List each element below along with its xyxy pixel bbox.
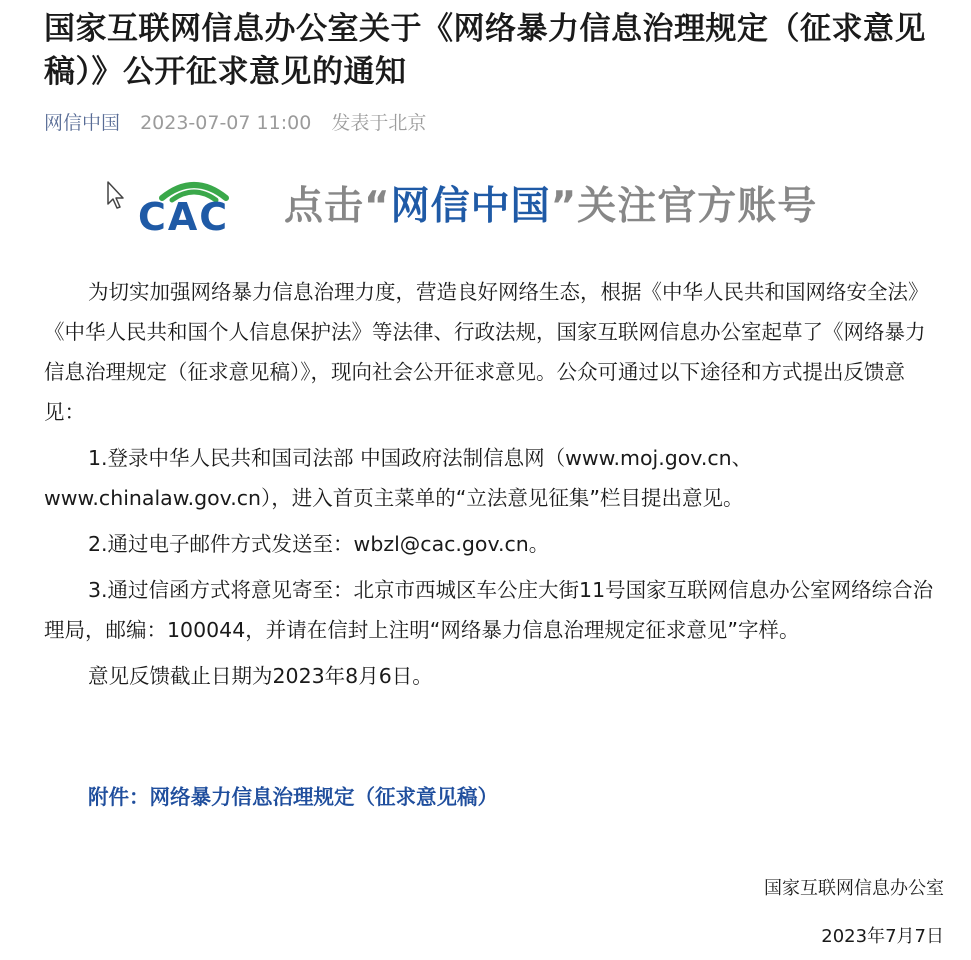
article-meta <box>44 110 426 136</box>
item-1-paragraph: 1.登录中华人民共和国司法部 中国政府法制信息网（www.moj.gov.cn、www.chinalaw.gov.cn），进入首页主菜单的“立法意见征集”栏目提出意见。 <box>44 446 753 510</box>
follow-banner[interactable] <box>106 176 926 238</box>
cursor-icon <box>106 180 126 210</box>
article-source-link[interactable]: 网信中国 <box>44 112 121 134</box>
article-time: 2023-07-07 11:00 <box>140 112 312 134</box>
article-body <box>44 272 944 696</box>
svg-text:CAC: CAC <box>138 195 230 234</box>
attachment-link[interactable]: 附件：网络暴力信息治理规定（征求意见稿） <box>88 785 498 809</box>
item-3-paragraph: 3.通过信函方式将意见寄至：北京市西城区车公庄大街11号国家互联网信息办公室网络综合治理局，邮编：100044，并请在信封上注明“网络暴力信息治理规定征求意见”字样。 <box>44 578 934 642</box>
signature-org: 国家互联网信息办公室 <box>764 878 944 899</box>
intro-paragraph: 为切实加强网络暴力信息治理力度，营造良好网络生态，根据《中华人民共和国网络安全法》《中华人民共和国个人信息保护法》等法律、行政法规，国家互联网信息办公室起草了《网络暴力信息治理规定（征求意见稿）》，现向社会公开征求意见。公众可通过以下途径和方式提出反馈意见： <box>44 280 929 424</box>
item-2-paragraph: 2.通过电子邮件方式发送至：wbzl@cac.gov.cn。 <box>88 532 550 556</box>
banner-text <box>284 182 817 232</box>
banner-highlight: 网信中国 <box>390 184 551 229</box>
banner-suffix: ”关注官方账号 <box>550 184 818 229</box>
deadline-paragraph: 意见反馈截止日期为2023年8月6日。 <box>88 664 433 688</box>
article-title: 国家互联网信息办公室关于《网络暴力信息治理规定（征求意见稿）》公开征求意见的通知 <box>44 11 926 90</box>
signature-date: 2023年7月7日 <box>821 926 944 947</box>
banner-prefix: 点击“ <box>284 184 391 229</box>
article-location: 发表于北京 <box>331 112 427 134</box>
cac-logo-icon <box>136 176 252 234</box>
